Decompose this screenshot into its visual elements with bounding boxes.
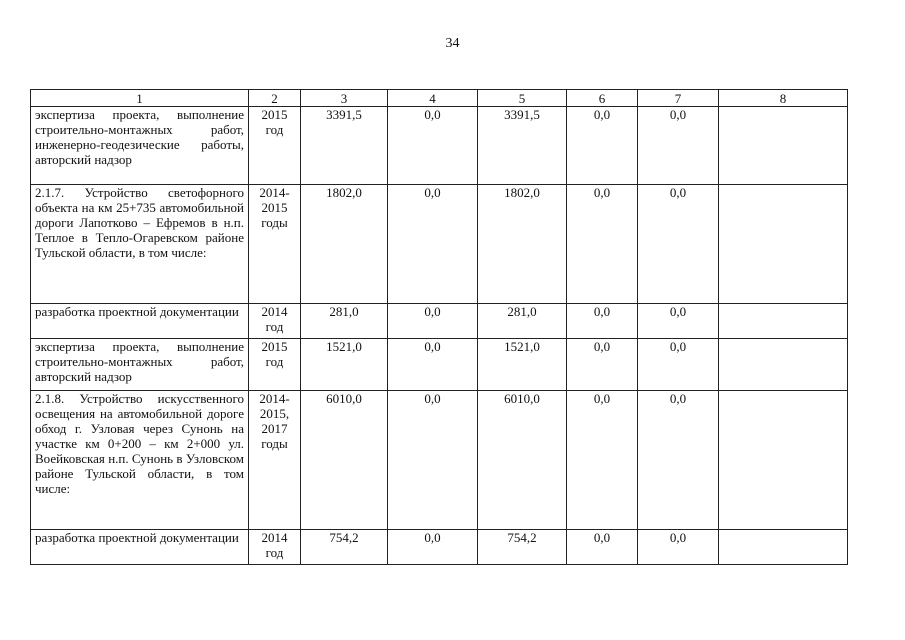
row-value-col-3: 754,2 — [301, 530, 388, 565]
row-period: 2014 год — [249, 530, 301, 565]
row-description: экспертиза проекта, выполнение строительно-монтажных работ, авторский надзор — [31, 339, 249, 391]
table-row — [31, 530, 848, 565]
row-period: 2014-2015 годы — [249, 185, 301, 304]
row-period: 2015 год — [249, 107, 301, 185]
header-col-5: 5 — [478, 90, 567, 107]
row-value-col-4: 0,0 — [388, 304, 478, 339]
row-period: 2014 год — [249, 304, 301, 339]
row-value-col-3: 281,0 — [301, 304, 388, 339]
row-value-col-6: 0,0 — [567, 185, 638, 304]
budget-table — [30, 89, 848, 565]
row-value-col-4: 0,0 — [388, 530, 478, 565]
header-col-2: 2 — [249, 90, 301, 107]
header-col-1: 1 — [31, 90, 249, 107]
table-row — [31, 107, 848, 185]
table-row — [31, 391, 848, 530]
row-value-col-3: 1521,0 — [301, 339, 388, 391]
row-value-col-7: 0,0 — [638, 530, 719, 565]
row-description: 2.1.8. Устройство искусственного освещения на автомобильной дороге обход г. Узловая через Сунонь на участке км 0+200 – км 2+000 ул. Воейковская н.п. Сунонь в Узловском районе Тульской области, в том числе: — [31, 391, 249, 530]
row-period: 2015 год — [249, 339, 301, 391]
row-description: разработка проектной документации — [31, 530, 249, 565]
row-value-col-3: 1802,0 — [301, 185, 388, 304]
row-value-col-6: 0,0 — [567, 304, 638, 339]
row-value-col-6: 0,0 — [567, 107, 638, 185]
row-description: разработка проектной документации — [31, 304, 249, 339]
row-period: 2014-2015, 2017 годы — [249, 391, 301, 530]
table-row — [31, 339, 848, 391]
row-value-col-5: 754,2 — [478, 530, 567, 565]
row-value-col-7: 0,0 — [638, 185, 719, 304]
page-number: 34 — [445, 36, 460, 51]
row-value-col-8 — [719, 391, 848, 530]
row-value-col-4: 0,0 — [388, 107, 478, 185]
row-description: экспертиза проекта, выполнение строительно-монтажных работ, инженерно-геодезические работы, авторский надзор — [31, 107, 249, 185]
table-row — [31, 304, 848, 339]
header-col-7: 7 — [638, 90, 719, 107]
row-value-col-6: 0,0 — [567, 530, 638, 565]
row-value-col-8 — [719, 185, 848, 304]
row-value-col-4: 0,0 — [388, 185, 478, 304]
row-value-col-8 — [719, 107, 848, 185]
row-value-col-5: 1521,0 — [478, 339, 567, 391]
row-value-col-4: 0,0 — [388, 339, 478, 391]
row-value-col-7: 0,0 — [638, 107, 719, 185]
header-col-8: 8 — [719, 90, 848, 107]
header-col-4: 4 — [388, 90, 478, 107]
row-value-col-3: 3391,5 — [301, 107, 388, 185]
row-value-col-4: 0,0 — [388, 391, 478, 530]
row-value-col-7: 0,0 — [638, 304, 719, 339]
header-col-3: 3 — [301, 90, 388, 107]
row-value-col-5: 6010,0 — [478, 391, 567, 530]
row-value-col-7: 0,0 — [638, 391, 719, 530]
row-value-col-6: 0,0 — [567, 339, 638, 391]
row-description: 2.1.7. Устройство светофорного объекта на км 25+735 автомобильной дороги Лапотково – Ефремов в н.п. Теплое в Тепло-Огаревском районе Тульской области, в том числе: — [31, 185, 249, 304]
row-value-col-8 — [719, 304, 848, 339]
row-value-col-5: 281,0 — [478, 304, 567, 339]
row-value-col-5: 1802,0 — [478, 185, 567, 304]
row-value-col-8 — [719, 339, 848, 391]
row-value-col-3: 6010,0 — [301, 391, 388, 530]
header-col-6: 6 — [567, 90, 638, 107]
row-value-col-5: 3391,5 — [478, 107, 567, 185]
table-row — [31, 185, 848, 304]
header-row — [31, 90, 848, 107]
row-value-col-7: 0,0 — [638, 339, 719, 391]
row-value-col-6: 0,0 — [567, 391, 638, 530]
row-value-col-8 — [719, 530, 848, 565]
